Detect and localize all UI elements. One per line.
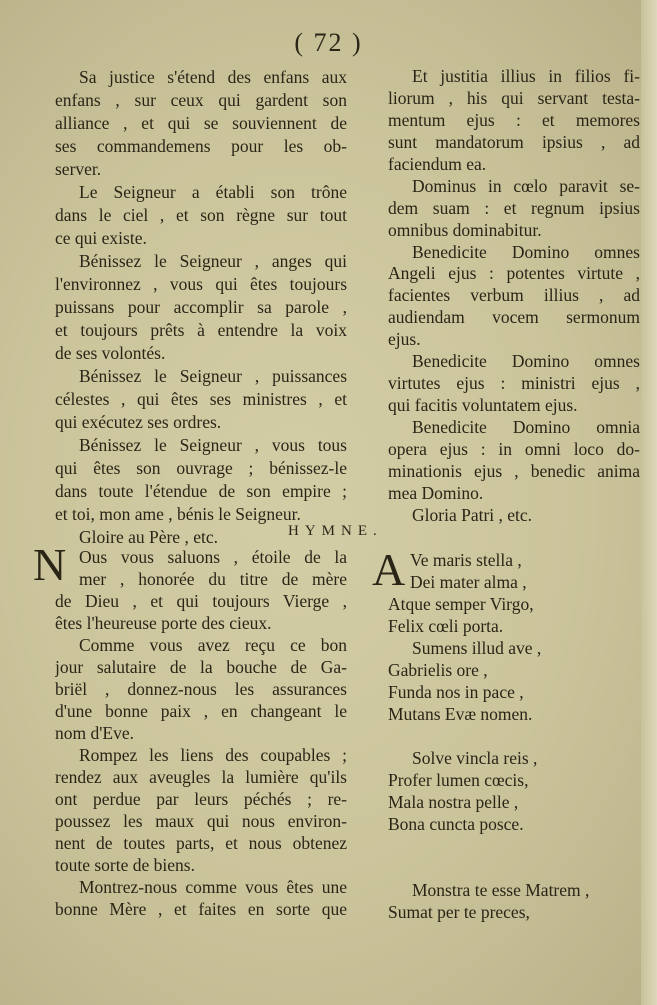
text-line: Montrez-nous comme vous êtes une <box>79 877 347 897</box>
text-line: mea Domino. <box>388 482 484 503</box>
text-line: dans toute l'étendue de son empire ; <box>55 481 347 501</box>
text-line: dans le ciel , et son règne sur tout <box>55 205 347 225</box>
text-line: Dominus in cœlo paravit se- <box>412 175 640 196</box>
text-line: d'une bonne paix , en changeant le <box>55 701 347 721</box>
verse-line: Ve maris stella , <box>410 550 522 570</box>
text-line: puissans pour accomplir sa parole , <box>55 297 347 317</box>
stanza-gap <box>388 725 640 747</box>
text-line: dem suam : et regnum ipsius <box>388 197 640 218</box>
hymn-heading: HYMNE. <box>288 523 383 539</box>
text-line: Bénissez le Seigneur , vous tous <box>79 435 347 455</box>
text-line: Sa justice s'étend des enfans aux <box>79 67 347 87</box>
text-line: qui exécutez ses ordres. <box>55 412 222 432</box>
text-line: Angeli ejus : potentes virtute , <box>388 263 640 284</box>
text-line: bonne Mère , et faites en sorte que <box>55 899 347 919</box>
text-line: Gloire au Père , etc. <box>79 527 218 547</box>
verse-line: Bona cuncta posce. <box>388 814 524 834</box>
text-line: mentum ejus : et memores <box>388 109 640 130</box>
text-line: facientes verbum illius , ad <box>388 285 640 306</box>
text-line: et toujours prêts à entendre la voix <box>55 320 347 340</box>
verse-line: Solve vincla reis , <box>412 748 538 768</box>
text-line: Ous vous saluons , étoile de la <box>79 547 347 567</box>
stanza-gap <box>388 835 640 879</box>
text-line: Benedicite Domino omnes <box>412 241 640 262</box>
text-line: Benedicite Domino omnia <box>412 417 640 437</box>
verse-line: Felix cœli porta. <box>388 616 504 636</box>
drop-cap: A <box>372 544 406 595</box>
text-line: Bénissez le Seigneur , puissances <box>79 366 347 386</box>
text-line: ses commandemens pour les ob- <box>55 136 347 156</box>
verse-line: Sumat per te preces, <box>388 902 530 922</box>
drop-cap: N <box>33 539 67 590</box>
text-line: et toi, mon ame , bénis le Seigneur. <box>55 504 301 524</box>
verse-line: Dei mater alma , <box>410 572 527 592</box>
text-line: omnibus dominabitur. <box>388 219 542 240</box>
text-line: briël , donnez-nous les assurances <box>55 679 347 699</box>
verse-line: Funda nos in pace , <box>388 682 524 702</box>
verse-line: Atque semper Virgo, <box>388 594 534 614</box>
text-line: alliance , et qui se souviennent de <box>55 113 347 133</box>
text-line: ejus. <box>388 329 421 350</box>
text-line: Comme vous avez reçu ce bon <box>79 635 347 655</box>
text-line: qui facitis voluntatem ejus. <box>388 395 578 416</box>
text-line: mer , honorée du titre de mère <box>79 569 347 589</box>
verse-line: Mala nostra pelle , <box>388 792 519 812</box>
text-line: nent de toutes parts, et nous obtenez <box>55 833 347 853</box>
right-column-hymn <box>372 544 640 923</box>
verse-line: Sumens illud ave , <box>412 638 542 658</box>
text-line: de ses volontés. <box>55 343 166 363</box>
verse-line: Monstra te esse Matrem , <box>412 880 590 900</box>
text-line: rendez aux aveugles la lumière qu'ils <box>55 767 347 787</box>
text-line: nom d'Eve. <box>55 723 134 743</box>
text-line: liorum , his qui servant testa- <box>388 87 640 108</box>
text-line: Benedicite Domino omnes <box>412 351 640 372</box>
text-line: server. <box>55 159 102 179</box>
text-line: Et justitia illius in filios fi- <box>412 66 640 86</box>
text-line: virtutes ejus : ministri ejus , <box>388 373 640 394</box>
text-line: êtes l'heureuse porte des cieux. <box>55 613 272 633</box>
text-line: qui êtes son ouvrage ; bénissez-le <box>55 458 347 478</box>
text-line: faciendum ea. <box>388 153 487 174</box>
left-column-psalm <box>55 66 347 549</box>
verse-line: Profer lumen cœcis, <box>388 770 529 790</box>
verse-line: Mutans Evæ nomen. <box>388 704 533 724</box>
text-line: opera ejus : in omni loco do- <box>388 438 640 459</box>
text-line: Gloria Patri , etc. <box>412 504 533 525</box>
text-line: Le Seigneur a établi son trône <box>79 182 347 202</box>
right-column-psalm <box>388 66 640 527</box>
text-line: sunt mandatorum ipsius , ad <box>388 131 640 152</box>
text-line: célestes , qui êtes ses ministres , et <box>55 389 347 409</box>
page-edge <box>641 0 657 1005</box>
text-line: Bénissez le Seigneur , anges qui <box>79 251 347 271</box>
text-line: minationis ejus , benedic anima <box>388 460 640 481</box>
text-line: enfans , sur ceux qui gardent son <box>55 90 347 110</box>
text-line: Rompez les liens des coupables ; <box>79 745 347 765</box>
text-line: poussez les maux qui nous environ- <box>55 811 347 831</box>
page-number: ( 72 ) <box>294 28 363 57</box>
text-line: ce qui existe. <box>55 228 147 248</box>
text-line: de Dieu , et qui toujours Vierge , <box>55 591 347 611</box>
verse-line: Gabrielis ore , <box>388 660 488 680</box>
text-line: l'environnez , vous qui êtes toujours <box>55 274 347 294</box>
left-column-hymn <box>33 539 347 920</box>
text-line: jour salutaire de la bouche de Ga- <box>55 657 347 677</box>
text-line: ont perdue par leurs péchés ; re- <box>55 789 347 809</box>
text-line: audiendam vocem sermonum <box>388 307 640 328</box>
text-line: toute sorte de biens. <box>55 855 195 875</box>
